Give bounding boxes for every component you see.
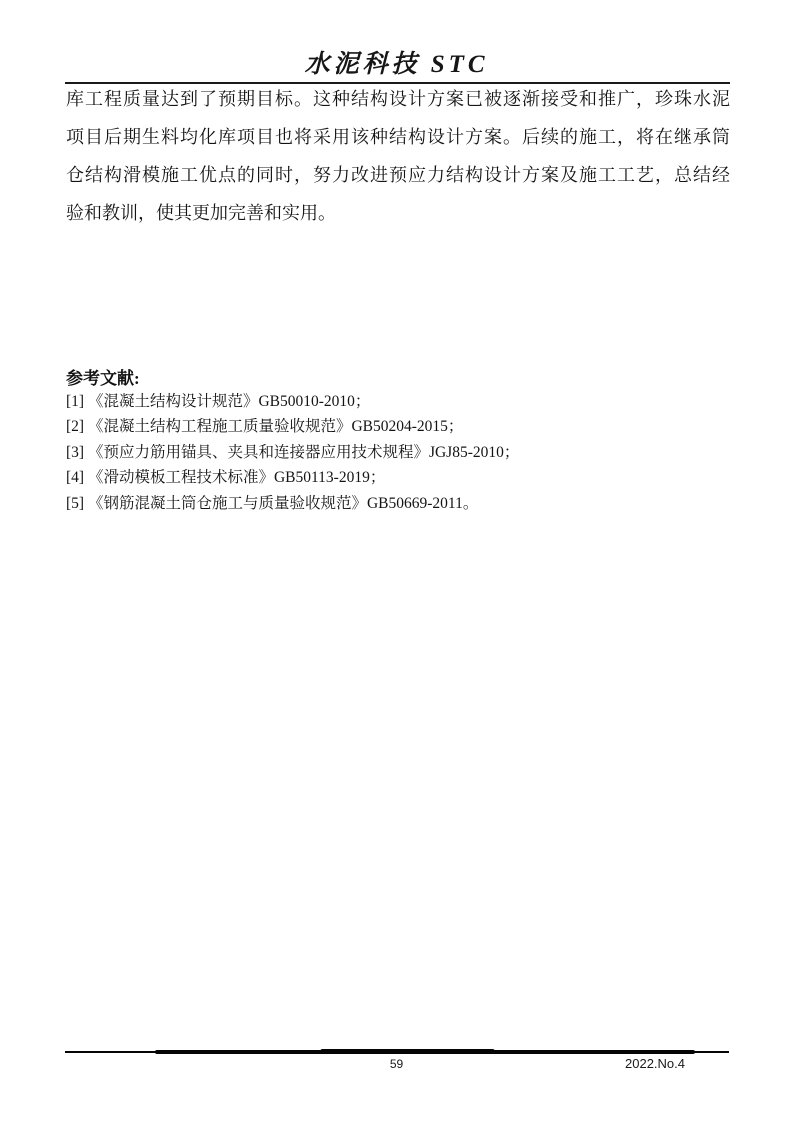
page-number: 59 <box>389 1057 404 1071</box>
reference-item: [4] 《滑动模板工程技术标准》GB50113-2019； <box>66 469 386 487</box>
footer-rule-blob <box>490 1050 695 1054</box>
footer-rule <box>65 1051 729 1053</box>
issue-label: 2022.No.4 <box>625 1056 685 1071</box>
body-line: 验和教训，使其更加完善和实用。 <box>66 203 336 223</box>
body-line: 仓结构滑模施工优点的同时，努力改进预应力结构设计方案及施工工艺，总结经 <box>66 165 730 185</box>
reference-item: [1] 《混凝土结构设计规范》GB50010-2010； <box>66 393 371 410</box>
references-heading: 参考文献: <box>66 369 140 388</box>
references-list <box>66 389 730 516</box>
body-line: 库工程质量达到了预期目标。这种结构设计方案已被逐渐接受和推广，珍珠水泥 <box>66 89 730 109</box>
journal-header-title: 水泥科技 STC <box>304 51 489 78</box>
reference-item: [5] 《钢筋混凝土筒仓施工与质量验收规范》GB50669-2011。 <box>66 494 479 512</box>
footer-rule-blob <box>320 1049 495 1054</box>
reference-item: [2] 《混凝土结构工程施工质量验收规范》GB50204-2015； <box>66 418 464 436</box>
body-paragraph <box>66 80 730 232</box>
reference-item: [3] 《预应力筋用锚具、夹具和连接器应用技术规程》JGJ85-2010； <box>66 443 520 461</box>
body-line: 项目后期生料均化库项目也将采用该种结构设计方案。后续的施工，将在继承筒 <box>66 127 730 147</box>
